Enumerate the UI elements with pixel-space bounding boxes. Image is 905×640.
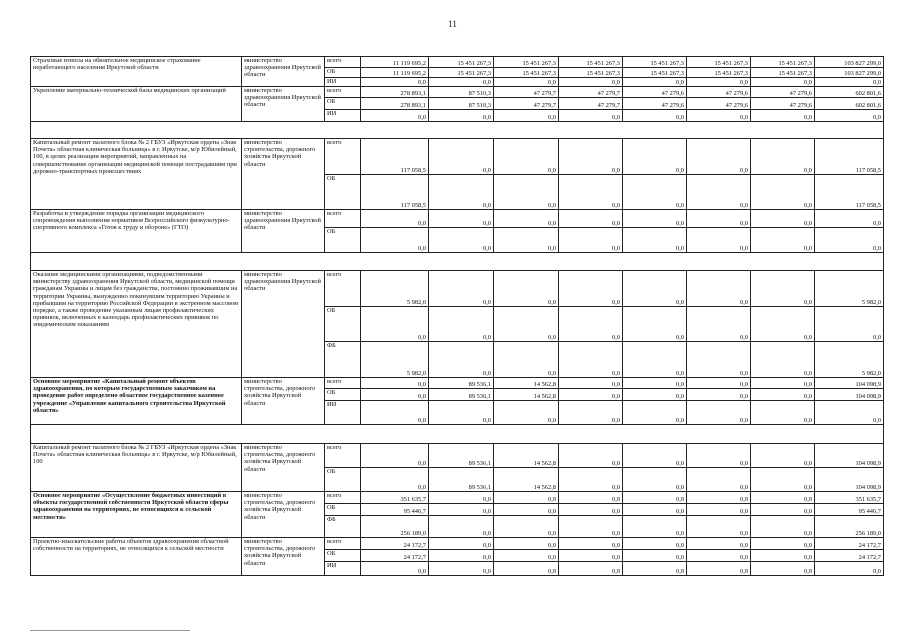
year-amount-cell: 0,0 — [429, 175, 494, 210]
year-amount-cell: 0,0 — [751, 538, 815, 550]
year-amount-cell: 0,0 — [751, 516, 815, 538]
year-amount-cell: 0,0 — [687, 228, 751, 253]
year-amount-cell: 24 172,7 — [361, 550, 429, 562]
responsible-executor: министерство здравоохранения Иркутской области — [242, 210, 325, 253]
funding-source: всего — [325, 210, 361, 228]
year-amount-cell: 0,0 — [559, 468, 623, 492]
funding-source: ОБ — [325, 550, 361, 562]
year-amount-cell: 0,0 — [361, 468, 429, 492]
year-amount-cell: 0,0 — [751, 210, 815, 228]
year-amount-cell: 0,0 — [623, 78, 687, 87]
year-amount-cell: 256 189,0 — [361, 516, 429, 538]
total-amount-cell: 0,0 — [815, 401, 884, 425]
year-amount-cell: 0,0 — [751, 389, 815, 401]
year-amount-cell: 15 451 267,3 — [494, 68, 559, 78]
year-amount-cell: 0,0 — [687, 78, 751, 87]
year-amount-cell: 0,0 — [559, 562, 623, 576]
activity-name: Капитальный ремонт палатного блока № 2 ГБУЗ «Иркутская ордена «Знак Почета» областная клиническая больница» в г. Иркутске, м/р Юбилейный, 100 — [31, 444, 242, 492]
year-amount-cell: 0,0 — [687, 271, 751, 307]
table-row — [31, 444, 884, 468]
total-amount-cell: 0,0 — [815, 78, 884, 87]
year-amount-cell: 0,0 — [559, 342, 623, 378]
year-amount-cell: 0,0 — [559, 550, 623, 562]
year-amount-cell: 0,0 — [361, 401, 429, 425]
year-amount-cell: 89 536,1 — [429, 378, 494, 389]
year-amount-cell: 0,0 — [687, 401, 751, 425]
year-amount-cell: 0,0 — [361, 562, 429, 576]
year-amount-cell: 0,0 — [623, 550, 687, 562]
year-amount-cell: 0,0 — [687, 378, 751, 389]
year-amount-cell: 87 510,3 — [429, 98, 494, 110]
year-amount-cell: 0,0 — [361, 78, 429, 87]
year-amount-cell: 0,0 — [559, 492, 623, 504]
activity-name: Страховые взносы на обязательное медицинское страхование неработающего населения Иркутской области — [31, 57, 242, 87]
year-amount-cell: 0,0 — [559, 271, 623, 307]
year-amount-cell: 0,0 — [687, 444, 751, 468]
year-amount-cell: 0,0 — [559, 444, 623, 468]
year-amount-cell: 0,0 — [494, 516, 559, 538]
funding-source: всего — [325, 444, 361, 468]
year-amount-cell: 0,0 — [623, 401, 687, 425]
funding-source: всего — [325, 271, 361, 307]
year-amount-cell: 0,0 — [429, 210, 494, 228]
year-amount-cell: 0,0 — [687, 562, 751, 576]
year-amount-cell: 0,0 — [751, 342, 815, 378]
year-amount-cell: 0,0 — [751, 110, 815, 122]
activity-name: Укрепление материально-технической базы медицинских организаций — [31, 87, 242, 122]
year-amount-cell: 0,0 — [494, 210, 559, 228]
year-amount-cell: 24 172,7 — [361, 538, 429, 550]
year-amount-cell: 0,0 — [429, 228, 494, 253]
year-amount-cell: 0,0 — [559, 401, 623, 425]
year-amount-cell: 0,0 — [494, 562, 559, 576]
year-amount-cell: 278 893,1 — [361, 87, 429, 98]
year-amount-cell: 15 451 267,3 — [494, 57, 559, 68]
year-amount-cell: 0,0 — [687, 342, 751, 378]
year-amount-cell: 0,0 — [429, 504, 494, 516]
year-amount-cell: 0,0 — [494, 110, 559, 122]
year-amount-cell: 47 279,6 — [623, 98, 687, 110]
year-amount-cell: 5 982,0 — [361, 342, 429, 378]
year-amount-cell: 0,0 — [751, 271, 815, 307]
funding-source: ОБ — [325, 389, 361, 401]
year-amount-cell: 0,0 — [751, 139, 815, 175]
year-amount-cell: 47 279,6 — [751, 98, 815, 110]
year-amount-cell: 15 451 267,3 — [429, 68, 494, 78]
funding-source: ОБ — [325, 98, 361, 110]
year-amount-cell: 351 635,7 — [361, 492, 429, 504]
year-amount-cell: 0,0 — [623, 139, 687, 175]
year-amount-cell: 0,0 — [687, 139, 751, 175]
table-row — [31, 87, 884, 98]
year-amount-cell: 0,0 — [429, 492, 494, 504]
year-amount-cell: 0,0 — [751, 378, 815, 389]
year-amount-cell: 47 279,6 — [623, 87, 687, 98]
responsible-executor: министерство строительства, дорожного хозяйства Иркутской области — [242, 492, 325, 538]
year-amount-cell: 0,0 — [361, 378, 429, 389]
funding-source: всего — [325, 492, 361, 504]
total-amount-cell: 351 635,7 — [815, 492, 884, 504]
funding-source: всего — [325, 538, 361, 550]
year-amount-cell: 0,0 — [687, 504, 751, 516]
year-amount-cell: 0,0 — [751, 550, 815, 562]
funding-source: ИИ — [325, 562, 361, 576]
footer-rule — [30, 630, 190, 631]
total-amount-cell: 602 801,6 — [815, 87, 884, 98]
responsible-executor: министерство здравоохранения Иркутской области — [242, 87, 325, 122]
year-amount-cell: 0,0 — [429, 401, 494, 425]
year-amount-cell: 0,0 — [429, 516, 494, 538]
spacer-row — [31, 425, 884, 444]
activity-name: Оказание медицинскими организациями, подведомственными министерству здравоохранения Иркутской области, медицинской помощи гражданам Украины и лицам без гражданства, постоянно проживавшим на территории Украины, вынужденно покинувшим территорию Украины и прибывшим на территорию Российской Федерации в экстренном массовом порядке, а также проведение указанным лицам профилактических прививок, включенных в календарь профилактических прививок по эпидемическим показаниям — [31, 271, 242, 378]
total-amount-cell: 103 827 299,0 — [815, 57, 884, 68]
year-amount-cell: 0,0 — [559, 389, 623, 401]
year-amount-cell: 0,0 — [623, 562, 687, 576]
year-amount-cell: 0,0 — [559, 504, 623, 516]
year-amount-cell: 15 451 267,3 — [623, 68, 687, 78]
total-amount-cell: 0,0 — [815, 210, 884, 228]
year-amount-cell: 0,0 — [623, 228, 687, 253]
year-amount-cell: 0,0 — [623, 110, 687, 122]
year-amount-cell: 0,0 — [429, 538, 494, 550]
year-amount-cell: 0,0 — [559, 516, 623, 538]
year-amount-cell: 0,0 — [751, 468, 815, 492]
funding-source: всего — [325, 378, 361, 389]
year-amount-cell: 0,0 — [361, 307, 429, 342]
funding-source: ОБ — [325, 468, 361, 492]
total-amount-cell: 0,0 — [815, 307, 884, 342]
year-amount-cell: 0,0 — [429, 78, 494, 87]
page-number: 11 — [448, 19, 457, 29]
year-amount-cell: 0,0 — [494, 342, 559, 378]
year-amount-cell: 0,0 — [687, 516, 751, 538]
year-amount-cell: 0,0 — [559, 228, 623, 253]
year-amount-cell: 0,0 — [559, 378, 623, 389]
activity-name: Проектно-изыскательские работы объектов здравоохранения областной собственности на территориях, не относящихся к сельской местности — [31, 538, 242, 576]
year-amount-cell: 15 451 267,3 — [559, 68, 623, 78]
year-amount-cell: 47 279,7 — [559, 98, 623, 110]
funding-source: ИИ — [325, 110, 361, 122]
year-amount-cell: 11 119 695,2 — [361, 68, 429, 78]
year-amount-cell: 0,0 — [494, 492, 559, 504]
year-amount-cell: 14 562,8 — [494, 468, 559, 492]
total-amount-cell: 5 982,0 — [815, 271, 884, 307]
year-amount-cell: 117 058,5 — [361, 139, 429, 175]
year-amount-cell: 47 279,6 — [687, 87, 751, 98]
year-amount-cell: 0,0 — [494, 504, 559, 516]
year-amount-cell: 0,0 — [623, 468, 687, 492]
total-amount-cell: 256 189,0 — [815, 516, 884, 538]
total-amount-cell: 24 172,7 — [815, 550, 884, 562]
year-amount-cell: 0,0 — [623, 307, 687, 342]
year-amount-cell: 15 451 267,3 — [623, 57, 687, 68]
year-amount-cell: 0,0 — [429, 110, 494, 122]
year-amount-cell: 0,0 — [361, 110, 429, 122]
year-amount-cell: 0,0 — [494, 401, 559, 425]
year-amount-cell: 0,0 — [559, 110, 623, 122]
total-amount-cell: 104 098,9 — [815, 378, 884, 389]
year-amount-cell: 0,0 — [751, 401, 815, 425]
year-amount-cell: 89 536,1 — [429, 468, 494, 492]
year-amount-cell: 14 562,8 — [494, 378, 559, 389]
funding-source: всего — [325, 87, 361, 98]
year-amount-cell: 0,0 — [751, 175, 815, 210]
table-row — [31, 538, 884, 550]
total-amount-cell: 104 098,9 — [815, 468, 884, 492]
funding-source: ИИ — [325, 401, 361, 425]
year-amount-cell: 89 536,1 — [429, 444, 494, 468]
year-amount-cell: 0,0 — [687, 550, 751, 562]
total-amount-cell: 104 098,9 — [815, 389, 884, 401]
total-amount-cell: 0,0 — [815, 110, 884, 122]
activity-name: Разработка и утверждение порядка организации медицинского сопровождения выполнения нормативов Всероссийского физкультурно-спортивного комплекса «Готов к труду и обороне» (ГТО) — [31, 210, 242, 253]
total-amount-cell: 95 446,7 — [815, 504, 884, 516]
year-amount-cell: 15 451 267,3 — [687, 68, 751, 78]
year-amount-cell: 0,0 — [687, 110, 751, 122]
funding-source: ОБ — [325, 68, 361, 78]
year-amount-cell: 0,0 — [623, 342, 687, 378]
year-amount-cell: 0,0 — [623, 389, 687, 401]
year-amount-cell: 0,0 — [429, 307, 494, 342]
total-amount-cell: 117 058,5 — [815, 175, 884, 210]
year-amount-cell: 0,0 — [623, 378, 687, 389]
year-amount-cell: 0,0 — [751, 307, 815, 342]
year-amount-cell: 0,0 — [559, 78, 623, 87]
activity-name: Основное мероприятие «Осуществление бюджетных инвестиций в объекты государственной собственности Иркутской области сферы здравоохранения на территориях, не относящихся к сельской местности» — [31, 492, 242, 538]
funding-source: ОБ — [325, 228, 361, 253]
year-amount-cell: 0,0 — [559, 538, 623, 550]
activity-name: Капитальный ремонт палатного блока № 2 ГБУЗ «Иркутская ордена «Знак Почета» областная клиническая больница» в г. Иркутске, м/р Юбилейный, 100, в целях реализации мероприятий, направленных на совершенствование организации медицинской помощи пострадавшим при дорожно-транспортных происшествиях — [31, 139, 242, 210]
year-amount-cell: 0,0 — [623, 492, 687, 504]
year-amount-cell: 15 451 267,3 — [751, 68, 815, 78]
funding-source: ФБ — [325, 342, 361, 378]
year-amount-cell: 0,0 — [751, 562, 815, 576]
table-row — [31, 378, 884, 389]
total-amount-cell: 5 982,0 — [815, 342, 884, 378]
year-amount-cell: 47 279,7 — [559, 87, 623, 98]
year-amount-cell: 0,0 — [751, 228, 815, 253]
year-amount-cell: 0,0 — [687, 307, 751, 342]
year-amount-cell: 0,0 — [494, 228, 559, 253]
year-amount-cell: 14 562,8 — [494, 444, 559, 468]
year-amount-cell: 0,0 — [687, 389, 751, 401]
year-amount-cell: 0,0 — [623, 444, 687, 468]
funding-source: ОБ — [325, 307, 361, 342]
year-amount-cell: 0,0 — [623, 538, 687, 550]
year-amount-cell: 0,0 — [494, 139, 559, 175]
year-amount-cell: 0,0 — [429, 139, 494, 175]
responsible-executor: министерство строительства, дорожного хозяйства Иркутской области — [242, 378, 325, 425]
responsible-executor: министерство строительства, дорожного хозяйства Иркутской области — [242, 444, 325, 492]
year-amount-cell: 15 451 267,3 — [687, 57, 751, 68]
responsible-executor: министерство строительства, дорожного хозяйства Иркутской области — [242, 139, 325, 210]
year-amount-cell: 0,0 — [559, 210, 623, 228]
year-amount-cell: 11 119 695,2 — [361, 57, 429, 68]
year-amount-cell: 0,0 — [687, 175, 751, 210]
funding-source: всего — [325, 57, 361, 68]
year-amount-cell: 0,0 — [361, 389, 429, 401]
year-amount-cell: 0,0 — [559, 307, 623, 342]
program-funding-table — [30, 56, 884, 576]
year-amount-cell: 5 982,0 — [361, 271, 429, 307]
table-row — [31, 57, 884, 68]
year-amount-cell: 0,0 — [429, 562, 494, 576]
year-amount-cell: 47 279,7 — [494, 87, 559, 98]
year-amount-cell: 278 893,1 — [361, 98, 429, 110]
year-amount-cell: 0,0 — [559, 139, 623, 175]
year-amount-cell: 15 451 267,3 — [429, 57, 494, 68]
year-amount-cell: 0,0 — [429, 271, 494, 307]
year-amount-cell: 0,0 — [494, 538, 559, 550]
year-amount-cell: 0,0 — [361, 210, 429, 228]
funding-source: ОБ — [325, 175, 361, 210]
funding-source: ОБ — [325, 504, 361, 516]
table-row — [31, 139, 884, 175]
funding-source: ФБ — [325, 516, 361, 538]
total-amount-cell: 0,0 — [815, 562, 884, 576]
year-amount-cell: 0,0 — [623, 271, 687, 307]
table-row — [31, 271, 884, 307]
responsible-executor: министерство здравоохранения Иркутской области — [242, 271, 325, 378]
table-row — [31, 210, 884, 228]
total-amount-cell: 103 827 299,0 — [815, 68, 884, 78]
responsible-executor: министерство здравоохранения Иркутской области — [242, 57, 325, 87]
total-amount-cell: 602 801,6 — [815, 98, 884, 110]
year-amount-cell: 47 279,6 — [751, 87, 815, 98]
year-amount-cell: 14 562,8 — [494, 389, 559, 401]
year-amount-cell: 15 451 267,3 — [751, 57, 815, 68]
year-amount-cell: 47 279,7 — [494, 98, 559, 110]
year-amount-cell: 0,0 — [751, 492, 815, 504]
total-amount-cell: 117 058,5 — [815, 139, 884, 175]
year-amount-cell: 0,0 — [429, 342, 494, 378]
year-amount-cell: 0,0 — [494, 550, 559, 562]
year-amount-cell: 0,0 — [751, 504, 815, 516]
year-amount-cell: 0,0 — [361, 228, 429, 253]
spacer-row — [31, 122, 884, 139]
total-amount-cell: 104 098,9 — [815, 444, 884, 468]
funding-source: всего — [325, 139, 361, 175]
year-amount-cell: 0,0 — [687, 538, 751, 550]
year-amount-cell: 0,0 — [623, 210, 687, 228]
total-amount-cell: 24 172,7 — [815, 538, 884, 550]
year-amount-cell: 0,0 — [429, 550, 494, 562]
year-amount-cell: 0,0 — [361, 444, 429, 468]
year-amount-cell: 0,0 — [623, 175, 687, 210]
responsible-executor: министерство строительства, дорожного хозяйства Иркутской области — [242, 538, 325, 576]
funding-source: ИИ — [325, 78, 361, 87]
table-row — [31, 492, 884, 504]
year-amount-cell: 15 451 267,3 — [559, 57, 623, 68]
year-amount-cell: 95 446,7 — [361, 504, 429, 516]
year-amount-cell: 0,0 — [623, 504, 687, 516]
year-amount-cell: 0,0 — [687, 210, 751, 228]
year-amount-cell: 47 279,6 — [687, 98, 751, 110]
year-amount-cell: 0,0 — [494, 78, 559, 87]
year-amount-cell: 87 510,3 — [429, 87, 494, 98]
year-amount-cell: 89 536,1 — [429, 389, 494, 401]
total-amount-cell: 0,0 — [815, 228, 884, 253]
year-amount-cell: 0,0 — [559, 175, 623, 210]
year-amount-cell: 117 058,5 — [361, 175, 429, 210]
year-amount-cell: 0,0 — [623, 516, 687, 538]
spacer-row — [31, 253, 884, 271]
year-amount-cell: 0,0 — [751, 78, 815, 87]
year-amount-cell: 0,0 — [494, 271, 559, 307]
year-amount-cell: 0,0 — [494, 307, 559, 342]
year-amount-cell: 0,0 — [751, 444, 815, 468]
year-amount-cell: 0,0 — [687, 468, 751, 492]
year-amount-cell: 0,0 — [687, 492, 751, 504]
activity-name: Основное мероприятие «Капитальный ремонт объектов здравоохранения, по которым государственным заказчиком на проведение работ определено областное государственное казенное учреждение «Управление капитального строительства Иркутской области» — [31, 378, 242, 425]
year-amount-cell: 0,0 — [494, 175, 559, 210]
